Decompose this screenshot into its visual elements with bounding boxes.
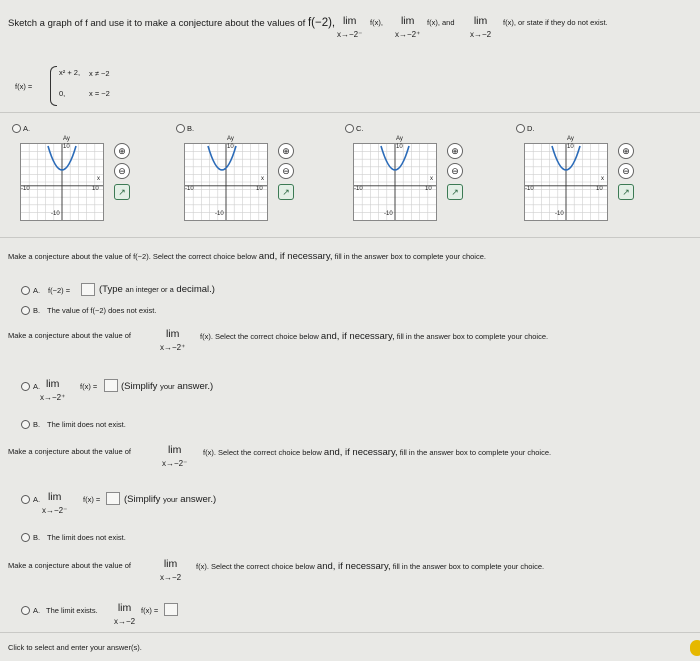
prompt-lim-right	[395, 16, 420, 39]
q2-option-b-label: B.	[33, 420, 41, 429]
graph-plot[interactable]	[353, 143, 437, 221]
q2-prompt-and: and, if necessary,	[320, 331, 395, 342]
piecewise-row1-cond: x ≠ −2	[89, 69, 110, 78]
q4-prompt-end: fill in the answer box to complete your choice.	[392, 562, 545, 571]
piecewise-row2-cond: x = −2	[89, 89, 110, 98]
q2-answer-box[interactable]	[104, 379, 118, 392]
q1-option-a-expr: f(−2) =	[48, 286, 71, 295]
lim-sub: x→−2	[114, 616, 136, 626]
lim-word: lim	[167, 444, 182, 456]
q1-hint-post: decimal.)	[176, 284, 215, 295]
lim-sub: x→−2	[470, 29, 492, 39]
graph-plot[interactable]	[184, 143, 268, 221]
q4-option-a-fx: f(x) =	[141, 606, 159, 615]
zoom-in-icon[interactable]: ⊕	[278, 143, 294, 159]
q2-prompt-post	[200, 331, 548, 342]
q1-prompt	[8, 251, 486, 262]
external-link-icon[interactable]: ↗	[114, 184, 130, 200]
q1-answer-box[interactable]	[81, 283, 95, 296]
lim-sub: x→−2⁻	[42, 505, 68, 515]
graph-x-left-label: -10	[21, 186, 30, 193]
prompt-lim-left	[337, 16, 362, 39]
graph-y-axis-label: Ay	[63, 136, 70, 142]
graph-x-axis-label: x	[430, 176, 433, 183]
graph-option-radio[interactable]	[176, 124, 185, 133]
q2-option-a-fx: f(x) =	[80, 382, 98, 391]
zoom-in-icon[interactable]: ⊕	[618, 143, 634, 159]
q3-option-a-label: A.	[33, 495, 41, 504]
graph-x-right-label: 10	[92, 186, 99, 193]
graph-y-top-label: 10	[63, 144, 70, 150]
q4-prompt-pre: Make a conjecture about the value of	[8, 561, 131, 570]
lim-word: lim	[47, 491, 62, 503]
q1-option-a-hint	[99, 284, 215, 295]
q3-prompt-post	[203, 447, 551, 458]
q1-option-a-label: A.	[33, 286, 41, 295]
graph-option-radio[interactable]	[12, 124, 21, 133]
graph-y-bottom-label: -10	[384, 211, 393, 217]
graph-x-left-label: -10	[185, 186, 194, 193]
external-link-icon[interactable]: ↗	[618, 184, 634, 200]
q4-option-a-radio[interactable]	[21, 606, 30, 615]
q3-prompt-pre: Make a conjecture about the value of	[8, 447, 131, 456]
graph-y-top-label: 10	[227, 144, 234, 150]
graph-x-right-label: 10	[596, 186, 603, 193]
graph-y-bottom-label: -10	[51, 211, 60, 217]
q1-option-b-label: B.	[33, 306, 41, 315]
graph-option-radio[interactable]	[516, 124, 525, 133]
q4-prompt-lim	[160, 559, 181, 582]
zoom-out-icon[interactable]: ⊖	[278, 163, 294, 179]
lim-word: lim	[163, 558, 178, 570]
q3-option-a-lim	[42, 492, 67, 515]
q4-prompt-post-text: f(x). Select the correct choice below	[196, 562, 315, 571]
graph-option-label: C.	[356, 124, 364, 133]
q3-option-b-radio[interactable]	[21, 533, 30, 542]
lim-word: lim	[342, 15, 357, 27]
q3-option-a-hint	[124, 494, 216, 505]
lim-word: lim	[473, 15, 488, 27]
graph-plot[interactable]	[20, 143, 104, 221]
graph-option-label: B.	[187, 124, 195, 133]
q2-prompt-post-text: f(x). Select the correct choice below	[200, 332, 319, 341]
q2-hint-small: your	[160, 382, 175, 391]
q3-hint-pre: (Simplify	[124, 494, 161, 505]
q3-option-b-text: The limit does not exist.	[47, 533, 126, 542]
q4-prompt-and: and, if necessary,	[316, 561, 391, 572]
q3-option-a-fx: f(x) =	[83, 495, 101, 504]
q1-hint-small: an integer or a	[125, 285, 174, 294]
q2-prompt-pre: Make a conjecture about the value of	[8, 331, 131, 340]
piecewise-row2-expr: 0,	[59, 89, 66, 98]
q3-prompt-end: fill in the answer box to complete your choice.	[399, 448, 552, 457]
zoom-out-icon[interactable]: ⊖	[447, 163, 463, 179]
q3-prompt-post-text: f(x). Select the correct choice below	[203, 448, 322, 457]
prompt-fx-3: f(x), or state if they do not exist.	[503, 18, 608, 27]
prompt-f-at: f(−2),	[307, 17, 336, 29]
graph-x-right-label: 10	[425, 186, 432, 193]
q2-option-b-radio[interactable]	[21, 420, 30, 429]
lim-word: lim	[165, 328, 180, 340]
q4-option-a-lim	[114, 603, 135, 626]
lim-word: lim	[117, 602, 132, 614]
graph-option-radio[interactable]	[345, 124, 354, 133]
q2-option-a-radio[interactable]	[21, 382, 30, 391]
q3-option-a-radio[interactable]	[21, 495, 30, 504]
graph-y-axis-label: Ay	[396, 136, 403, 142]
lim-sub: x→−2⁻	[162, 458, 188, 468]
lim-sub: x→−2⁻	[337, 29, 363, 39]
prompt-lead-text: Sketch a graph of f and use it to make a conjecture about the values of	[8, 18, 306, 29]
q1-option-b-text: The value of f(−2) does not exist.	[47, 306, 157, 315]
lim-sub: x→−2⁺	[395, 29, 421, 39]
graph-y-top-label: 10	[396, 144, 403, 150]
graph-y-bottom-label: -10	[555, 211, 564, 217]
footer-instruction: Click to select and enter your answer(s).	[8, 643, 142, 652]
q3-hint-small: your	[163, 495, 178, 504]
graph-option-label: D.	[527, 124, 535, 133]
q2-option-a-hint	[121, 381, 213, 392]
graph-option-label: A.	[23, 124, 31, 133]
q4-option-a-text: The limit exists.	[46, 606, 98, 615]
prompt-lead	[8, 17, 335, 29]
q2-option-a-lim	[40, 379, 65, 402]
graph-x-axis-label: x	[97, 176, 100, 183]
q1-hint-pre: (Type	[99, 284, 123, 295]
q3-prompt-lim	[162, 445, 187, 468]
q2-prompt-end: fill in the answer box to complete your choice.	[396, 332, 549, 341]
q1-option-b-radio[interactable]	[21, 306, 30, 315]
graph-x-axis-label: x	[601, 176, 604, 183]
q2-option-b-text: The limit does not exist.	[47, 420, 126, 429]
graph-x-left-label: -10	[525, 186, 534, 193]
graph-y-bottom-label: -10	[215, 211, 224, 217]
q4-prompt-post	[196, 561, 544, 572]
q1-option-a-radio[interactable]	[21, 286, 30, 295]
zoom-out-icon[interactable]: ⊖	[618, 163, 634, 179]
lim-sub: x→−2	[160, 572, 182, 582]
q2-prompt-lim	[160, 329, 185, 352]
zoom-in-icon[interactable]: ⊕	[114, 143, 130, 159]
lim-sub: x→−2⁺	[160, 342, 186, 352]
q1-prompt-post: fill in the answer box to complete your choice.	[334, 252, 486, 261]
help-icon[interactable]	[690, 640, 700, 656]
q3-hint-post: answer.)	[180, 494, 217, 505]
graph-y-axis-label: Ay	[567, 136, 574, 142]
piecewise-lhs: f(x) =	[15, 82, 33, 91]
q2-hint-post: answer.)	[177, 381, 214, 392]
q3-prompt-and: and, if necessary,	[323, 447, 398, 458]
q3-answer-box[interactable]	[106, 492, 120, 505]
q4-answer-box[interactable]	[164, 603, 178, 616]
zoom-in-icon[interactable]: ⊕	[447, 143, 463, 159]
q2-hint-pre: (Simplify	[121, 381, 158, 392]
prompt-fx-2: f(x), and	[427, 18, 455, 27]
piecewise-brace	[50, 66, 57, 106]
lim-word: lim	[400, 15, 415, 27]
prompt-fx-1: f(x),	[370, 18, 383, 27]
lim-sub: x→−2⁺	[40, 392, 66, 402]
zoom-out-icon[interactable]: ⊖	[114, 163, 130, 179]
external-link-icon[interactable]: ↗	[278, 184, 294, 200]
graph-x-left-label: -10	[354, 186, 363, 193]
q2-option-a-label: A.	[33, 382, 41, 391]
lim-word: lim	[45, 378, 60, 390]
q3-option-b-label: B.	[33, 533, 41, 542]
graph-x-right-label: 10	[256, 186, 263, 193]
q1-prompt-pre: Make a conjecture about the value of f(−2). Select the correct choice below	[8, 252, 257, 261]
graph-y-top-label: 10	[567, 144, 574, 150]
graph-x-axis-label: x	[261, 176, 264, 183]
prompt-lim-two-sided	[470, 16, 491, 39]
graph-y-axis-label: Ay	[227, 136, 234, 142]
graph-plot[interactable]	[524, 143, 608, 221]
q4-option-a-label: A.	[33, 606, 41, 615]
piecewise-row1-expr: x² + 2,	[59, 68, 81, 77]
external-link-icon[interactable]: ↗	[447, 184, 463, 200]
q1-prompt-and: and, if necessary,	[258, 251, 333, 262]
